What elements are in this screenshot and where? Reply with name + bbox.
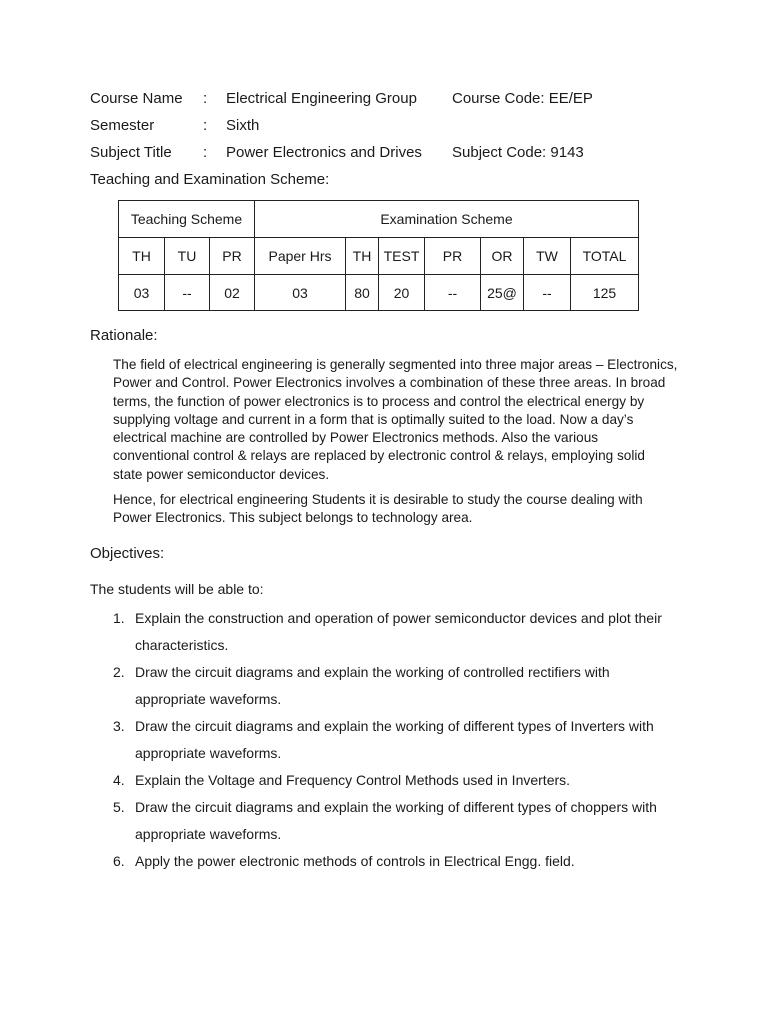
objective-number: 2. <box>113 664 125 680</box>
objective-item <box>113 848 683 875</box>
objective-number: 4. <box>113 772 125 788</box>
column-header: TU <box>165 238 210 275</box>
table-cell: 02 <box>210 275 255 311</box>
objective-item <box>113 767 683 794</box>
examination-scheme-header: Examination Scheme <box>255 201 639 238</box>
semester-value: Sixth <box>226 117 260 134</box>
objectives-intro: The students will be able to: <box>90 581 264 597</box>
objective-number: 5. <box>113 799 125 815</box>
column-header: PR <box>425 238 481 275</box>
scheme-heading: Teaching and Examination Scheme: <box>90 171 330 188</box>
objective-text: Draw the circuit diagrams and explain the working of controlled rectifiers with appropriate waveforms. <box>135 664 610 707</box>
scheme-table <box>118 200 639 311</box>
table-row <box>119 275 639 311</box>
objective-text: Draw the circuit diagrams and explain the working of different types of Inverters with appropriate waveforms. <box>135 718 654 761</box>
rationale-paragraph: Hence, for electrical engineering Students it is desirable to study the course dealing with Power Electronics. This subject belongs to technology area. <box>113 492 643 526</box>
table-cell: 03 <box>255 275 346 311</box>
objective-item <box>113 713 683 767</box>
objective-item <box>113 659 683 713</box>
subject-title-value: Power Electronics and Drives <box>226 144 422 161</box>
rationale-paragraph: The field of electrical engineering is generally segmented into three major areas – Electronics, Power and Control. Power Electronics involves a combination of these three areas. In broad terms, the function of power electronics is to process and control the electrical energy by supplying voltage and current in a form that is optimally suited to the load. Now a day’s electrical machine are controlled by Power Electronics methods. Also the various conventional control & relays are replaced by electronic control & relays, employing solid state power semiconductor devices. <box>113 357 678 482</box>
table-cell: 03 <box>119 275 165 311</box>
course-name-value: Electrical Engineering Group <box>226 90 417 107</box>
objectives-list <box>113 605 683 875</box>
objective-number: 1. <box>113 610 125 626</box>
table-cell: -- <box>165 275 210 311</box>
table-cell: -- <box>524 275 571 311</box>
column-header: PR <box>210 238 255 275</box>
objective-item <box>113 605 683 659</box>
column-header: TH <box>346 238 379 275</box>
objective-number: 6. <box>113 853 125 869</box>
objective-number: 3. <box>113 718 125 734</box>
column-header: TOTAL <box>571 238 639 275</box>
table-cell: 20 <box>379 275 425 311</box>
objectives-heading: Objectives: <box>90 545 165 562</box>
table-cell: 25@ <box>481 275 524 311</box>
objective-item <box>113 794 683 848</box>
objective-text: Explain the Voltage and Frequency Control Methods used in Inverters. <box>135 772 571 788</box>
rationale-heading: Rationale: <box>90 327 158 344</box>
objective-text: Explain the construction and operation of power semiconductor devices and plot their characteristics. <box>135 610 662 653</box>
table-cell: 80 <box>346 275 379 311</box>
column-header: TW <box>524 238 571 275</box>
subject-code: Subject Code: 9143 <box>452 144 584 161</box>
table-header-row <box>119 201 639 238</box>
colon: : <box>203 117 208 134</box>
objective-text: Apply the power electronic methods of controls in Electrical Engg. field. <box>135 853 575 869</box>
table-cell: -- <box>425 275 481 311</box>
table-columns-row <box>119 238 639 275</box>
subject-title-label: Subject Title <box>90 144 172 161</box>
semester-label: Semester <box>90 117 155 134</box>
column-header: OR <box>481 238 524 275</box>
objective-text: Draw the circuit diagrams and explain the working of different types of choppers with appropriate waveforms. <box>135 799 657 842</box>
colon: : <box>203 144 208 161</box>
table-cell: 125 <box>571 275 639 311</box>
colon: : <box>203 90 208 107</box>
teaching-scheme-header: Teaching Scheme <box>119 201 255 238</box>
course-code: Course Code: EE/EP <box>452 90 593 107</box>
course-name-label: Course Name <box>90 90 183 107</box>
column-header: TH <box>119 238 165 275</box>
column-header: TEST <box>379 238 425 275</box>
column-header: Paper Hrs <box>255 238 346 275</box>
